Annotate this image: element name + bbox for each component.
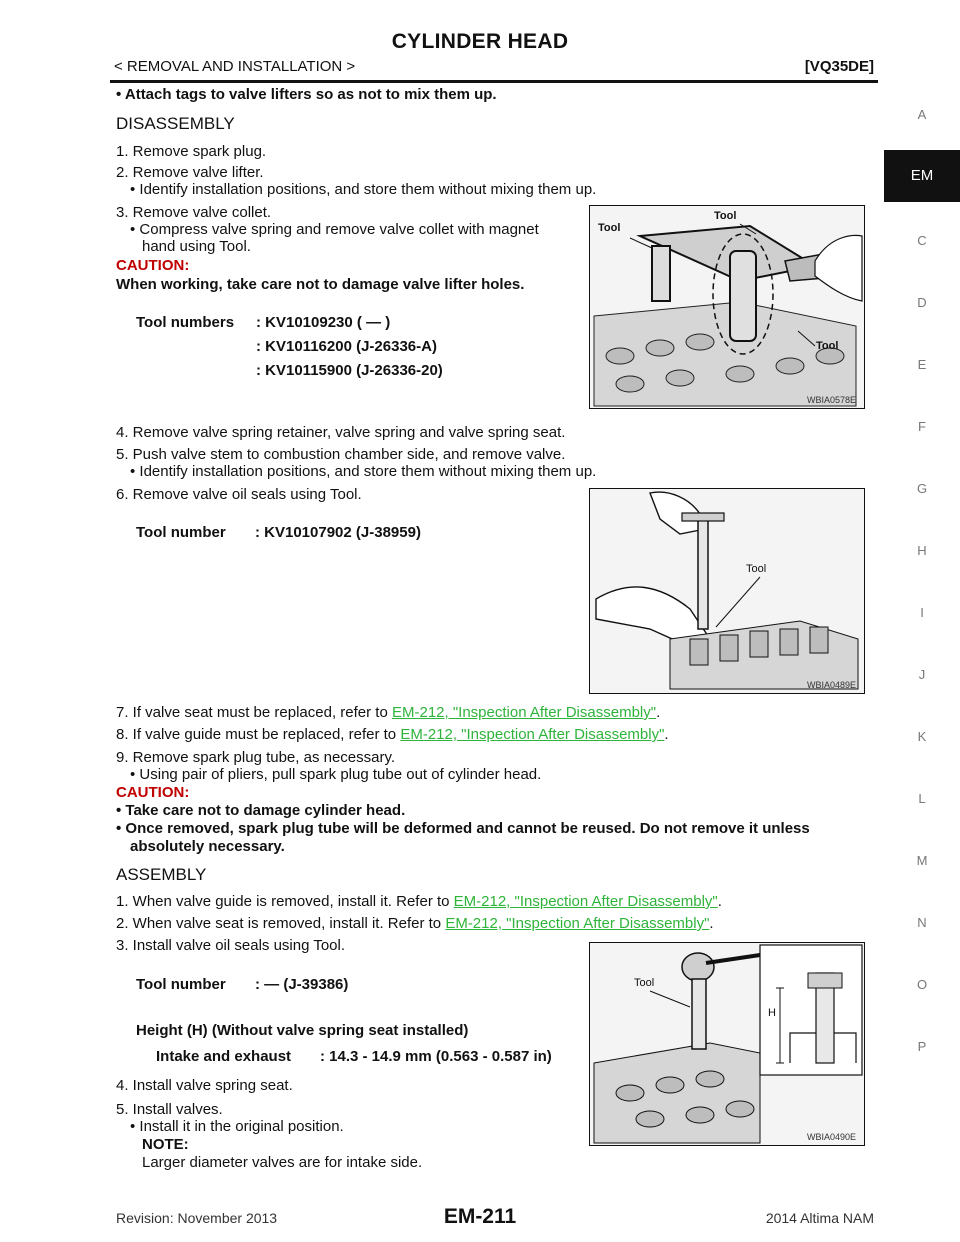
step-8: 8. If valve guide must be replaced, refer to EM-212, "Inspection After Disassembly".	[116, 726, 669, 743]
index-letter-m[interactable]: M	[916, 853, 928, 868]
step-9-caution-label: CAUTION:	[116, 784, 190, 801]
step-5: 5. Push valve stem to combustion chamber side, and remove valve.	[116, 446, 566, 463]
fig1-tool-label-3: Tool	[816, 340, 839, 352]
index-letter-d[interactable]: D	[917, 295, 927, 310]
section-label: < REMOVAL AND INSTALLATION >	[114, 58, 356, 75]
step-4: 4. Remove valve spring retainer, valve spring and valve spring seat.	[116, 424, 566, 441]
index-letter-h[interactable]: H	[917, 543, 927, 558]
step-9-caution-1: • Take care not to damage cylinder head.	[116, 802, 406, 819]
step-3-caution-label: CAUTION:	[116, 257, 190, 274]
engine-code: [VQ35DE]	[804, 58, 874, 75]
step-6-tool: : KV10107902 (J-38959)	[255, 524, 421, 541]
oil-seal-illustration	[590, 489, 864, 693]
assembly-tool: : — (J-39386)	[255, 976, 349, 993]
index-letter-j[interactable]: J	[918, 667, 926, 682]
step-3: 3. Remove valve collet.	[116, 204, 272, 221]
height-label: Height (H) (Without valve spring seat installed)	[136, 1022, 469, 1039]
index-letter-n[interactable]: N	[917, 915, 927, 930]
link-inspection-3[interactable]: EM-212, "Inspection After Disassembly"	[453, 893, 718, 910]
index-letter-c[interactable]: C	[917, 233, 927, 248]
fig1-tool-label-1: Tool	[598, 222, 621, 234]
fig2-code: WBIA0489E	[806, 680, 856, 690]
figure-valve-collet-removal	[589, 205, 865, 409]
header-rule	[110, 80, 878, 83]
cylinder-head-illustration	[590, 206, 864, 408]
step-3-tool-2: : KV10116200 (J-26336-A)	[256, 338, 437, 355]
model-name: 2014 Altima NAM	[765, 1210, 874, 1226]
step-9: 9. Remove spark plug tube, as necessary.	[116, 749, 396, 766]
fig3-height-label: H	[768, 1007, 776, 1019]
link-inspection-4[interactable]: EM-212, "Inspection After Disassembly"	[445, 915, 710, 932]
fig3-code: WBIA0490E	[806, 1132, 856, 1142]
step-2: 2. Remove valve lifter.	[116, 164, 264, 181]
step-3-tool-1: : KV10109230 ( — )	[256, 314, 391, 331]
index-letter-k[interactable]: K	[917, 729, 927, 744]
page-number: EM-211	[443, 1205, 517, 1228]
index-letter-a[interactable]: A	[917, 107, 927, 122]
assembly-step-1: 1. When valve guide is removed, install it. Refer to EM-212, "Inspection After Disassembly".	[116, 893, 722, 910]
assembly-step-4: 4. Install valve spring seat.	[116, 1077, 293, 1094]
fig1-code: WBIA0578E	[806, 395, 856, 405]
step-6: 6. Remove valve oil seals using Tool.	[116, 486, 362, 503]
assembly-step-3: 3. Install valve oil seals using Tool.	[116, 937, 346, 954]
figure-oil-seal-install	[589, 942, 865, 1146]
figure-oil-seal-removal	[589, 488, 865, 694]
link-inspection-2[interactable]: EM-212, "Inspection After Disassembly"	[400, 726, 665, 743]
step-3-tools-label: Tool numbers	[136, 314, 235, 331]
index-letter-p[interactable]: P	[917, 1039, 927, 1054]
oil-seal-install-illustration	[590, 943, 864, 1145]
step-1: 1. Remove spark plug.	[116, 143, 267, 160]
fig3-tool-label: Tool	[634, 977, 655, 989]
disassembly-heading: DISASSEMBLY	[116, 114, 235, 133]
index-letter-l[interactable]: L	[918, 791, 926, 806]
fig2-tool-label: Tool	[746, 563, 767, 575]
step-3-tool-3: : KV10115900 (J-26336-20)	[256, 362, 443, 379]
index-letter-o[interactable]: O	[916, 977, 928, 992]
note-label: NOTE:	[142, 1136, 189, 1153]
note-text: Larger diameter valves are for intake side.	[142, 1154, 423, 1171]
fig1-tool-label-2: Tool	[714, 210, 737, 222]
step-9-caution-2: • Once removed, spark plug tube will be deformed and cannot be reused. Do not remove it unless	[116, 820, 810, 837]
step-7: 7. If valve seat must be replaced, refer to EM-212, "Inspection After Disassembly".	[116, 704, 661, 721]
index-letter-i[interactable]: I	[920, 605, 924, 620]
step-3-caution-text: When working, take care not to damage valve lifter holes.	[116, 276, 525, 293]
index-letter-g[interactable]: G	[916, 481, 928, 496]
assembly-step-5-bullet: • Install it in the original position.	[130, 1118, 344, 1135]
assembly-step-5: 5. Install valves.	[116, 1101, 223, 1118]
step-9-bullet: • Using pair of pliers, pull spark plug tube out of cylinder head.	[130, 766, 542, 783]
step-2-bullet: • Identify installation positions, and store them without mixing them up.	[130, 181, 597, 198]
index-active-em[interactable]: EM	[884, 150, 960, 202]
intro-bullet: • Attach tags to valve lifters so as not to mix them up.	[116, 86, 497, 103]
page-title: CYLINDER HEAD	[391, 30, 569, 53]
assembly-step-2: 2. When valve seat is removed, install it. Refer to EM-212, "Inspection After Disassembly".	[116, 915, 714, 932]
step-6-tool-label: Tool number	[136, 524, 226, 541]
index-letter-e[interactable]: E	[917, 357, 927, 372]
height-sub-label: Intake and exhaust	[156, 1048, 292, 1065]
assembly-heading: ASSEMBLY	[116, 865, 207, 884]
step-3-bullet-2: hand using Tool.	[142, 238, 251, 255]
revision-date: Revision: November 2013	[116, 1210, 278, 1226]
link-inspection-1[interactable]: EM-212, "Inspection After Disassembly"	[391, 704, 657, 721]
step-3-bullet-1: • Compress valve spring and remove valve collet with magnet	[130, 221, 539, 238]
step-9-caution-3: absolutely necessary.	[130, 838, 285, 855]
step-5-bullet: • Identify installation positions, and store them without mixing them up.	[130, 463, 597, 480]
assembly-tool-label: Tool number	[136, 976, 226, 993]
index-letter-f[interactable]: F	[918, 419, 926, 434]
height-value: : 14.3 - 14.9 mm (0.563 - 0.587 in)	[320, 1048, 552, 1065]
